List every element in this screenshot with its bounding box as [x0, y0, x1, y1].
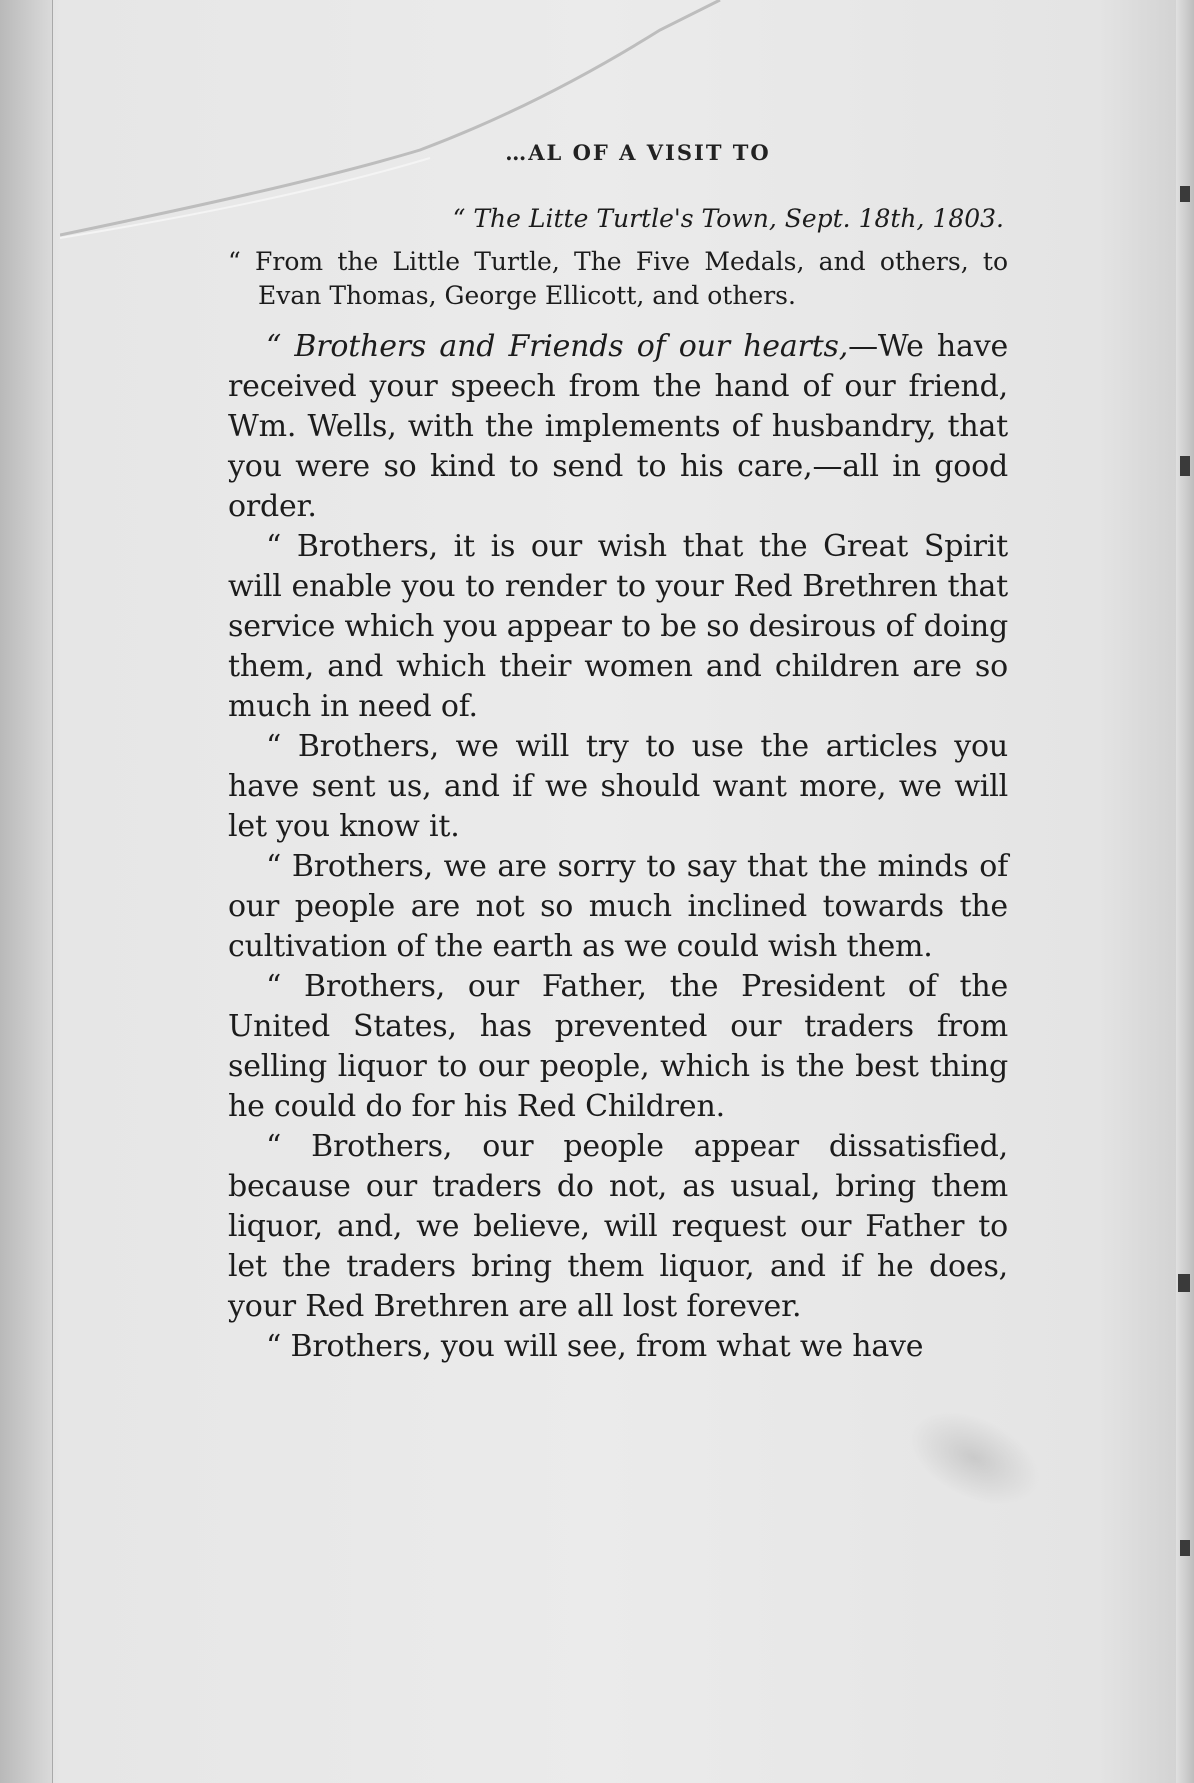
page-right-edge: [1176, 0, 1194, 1783]
letter-paragraph-opening: [228, 327, 1008, 527]
edge-tab-mark: [1180, 456, 1190, 476]
edge-tab-mark: [1180, 186, 1190, 202]
page-text: [228, 140, 1008, 1367]
letter-paragraph: “ Brothers, our people appear dissatisfied, because our traders do not, as usual, bring them liquor, and, we believe, will request our Father to let the traders bring them liquor, and if he does, your Red Brethren are all lost forever.: [228, 1129, 1008, 1324]
edge-tab-mark: [1178, 1274, 1190, 1292]
letter-paragraph: “ Brothers, you will see, from what we have: [266, 1329, 924, 1364]
letter-paragraph: “ Brothers, we are sorry to say that the minds of our people are not so much inclined towards the cultivation of the earth as we could wish them.: [228, 849, 1008, 964]
running-head: …AL OF A VISIT TO: [505, 140, 771, 165]
letter-paragraph: “ Brothers, we will try to use the articles you have sent us, and if we should want more, we will let you know it.: [228, 729, 1008, 844]
letter-paragraph: “ Brothers, it is our wish that the Great Spirit will enable you to render to your Red Brethren that service which you appear to be so desirous of doing them, and which their women and children are so much in need of.: [228, 529, 1008, 724]
opening-italic: “ Brothers and Friends of our hearts,: [266, 329, 849, 364]
edge-tab-mark: [1180, 1540, 1190, 1556]
opening-rest: —We have received your speech from the hand of our friend, Wm. Wells, with the implements of husbandry, that you were so kind to send to his care,—all in good order.: [228, 329, 1008, 524]
page-smudge: [894, 1392, 1055, 1524]
letter-salutation: “ From the Little Turtle, The Five Medals, and others, to Evan Thomas, George Ellicott, and others.: [228, 247, 1008, 310]
letter-dateline: “ The Litte Turtle's Town, Sept. 18th, 1803.: [452, 204, 1004, 233]
page-binding-edge: [0, 0, 53, 1783]
letter-paragraph: “ Brothers, our Father, the President of the United States, has prevented our traders from selling liquor to our people, which is the best thing he could do for his Red Children.: [228, 969, 1008, 1124]
